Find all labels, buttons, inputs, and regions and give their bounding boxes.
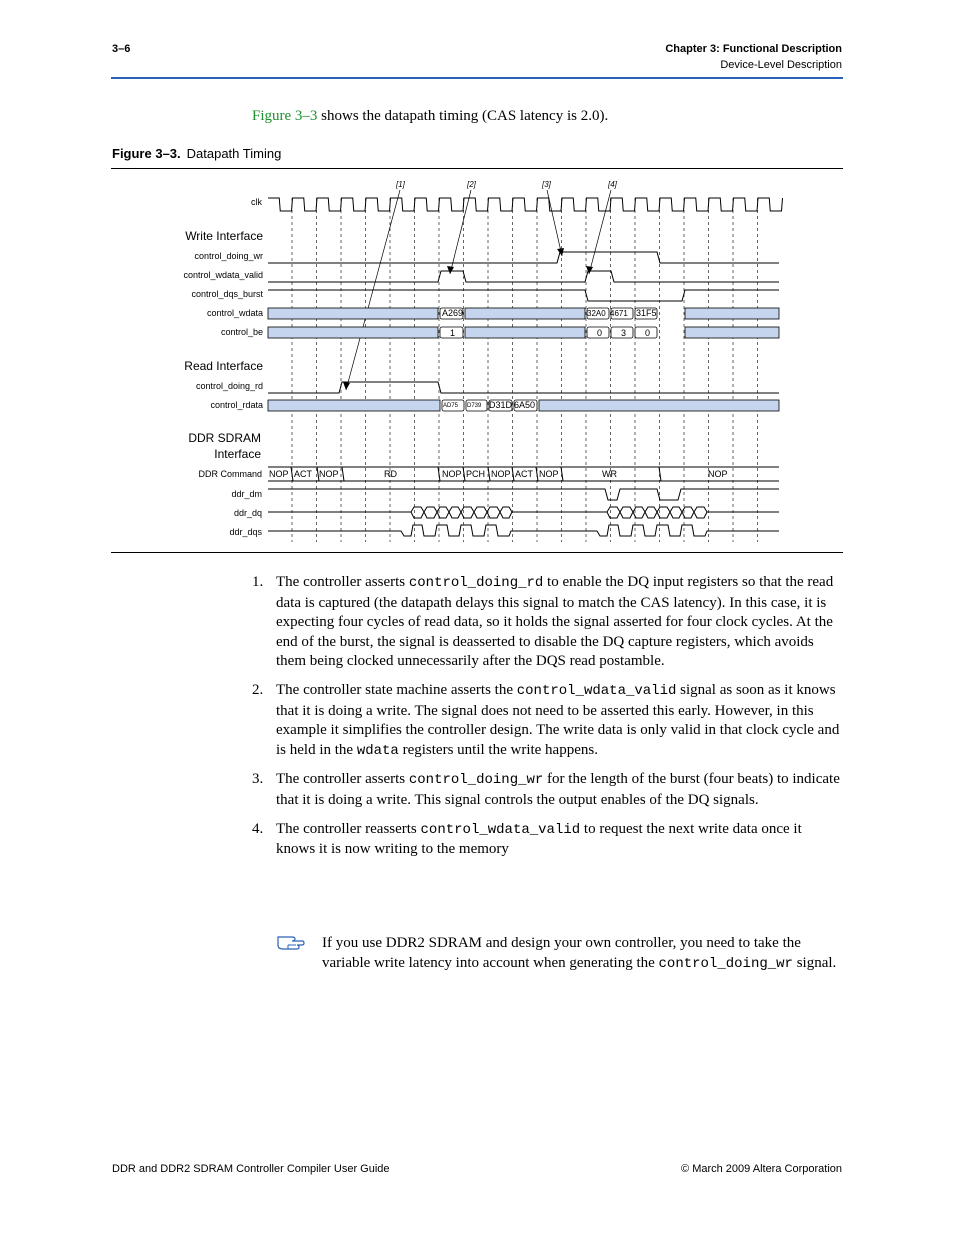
marker-2-pointer: [450, 190, 471, 274]
marker-2-arrowhead: [447, 266, 454, 274]
control-rdata-label: control_rdata: [210, 400, 263, 410]
control-wdata-valid-wave: [268, 271, 779, 282]
ddr-cmd-5: PCH: [466, 469, 486, 479]
rdata-value-3: 6A50: [514, 400, 536, 410]
read-interface-heading: Read Interface: [184, 359, 263, 373]
marker-4: [4]: [608, 180, 617, 189]
ddr-cmd-6: NOP: [491, 469, 511, 479]
pointing-hand-icon: [277, 934, 305, 952]
clk-label: clk: [251, 197, 262, 207]
ddr-cmd-0: NOP: [269, 469, 289, 479]
marker-2: [2]: [467, 180, 476, 189]
rdata-value-2: D31D: [489, 400, 513, 410]
ddr-cmd-8: NOP: [539, 469, 559, 479]
control-wdata-bus: [268, 308, 779, 319]
step-item: 3. The controller asserts control_doing_wr for the length of the burst (four beats) to indicate that it is doing a write. This signal controls the output enables of the DQ signals.: [252, 771, 840, 808]
figure-caption: [112, 146, 281, 161]
figure-xref-link[interactable]: Figure 3–3: [252, 108, 318, 124]
figure-bottom-rule: [111, 552, 843, 553]
control-dqs-burst-wave: [268, 290, 779, 301]
be-value-0: 1: [450, 328, 456, 338]
step-item: 2. The controller state machine asserts the control_wdata_valid signal as soon as it knows that it is doing a write. The signal does not need to be asserted this early. However, in this example it simplifies the controller design. The write data is only valid in that clock cycle and is held in the wdata registers until the write happens.: [252, 681, 840, 759]
wdata-value-0: A269: [442, 308, 464, 318]
step-item: 1. The controller asserts control_doing_rd to enable the DQ input registers so that the read data is captured (the datapath delays this signal to match the CAS latency). In this case, it is expecting four cycles of read data, so it holds the signal asserted for four clock cycles. At the end of the burst, the signal is deasserted to disable the DQ capture registers, which avoids them being clocked unnecessarily after the DQS read postamble.: [252, 574, 834, 670]
control-wdata-valid-label: control_wdata_valid: [183, 270, 263, 280]
marker-3: [3]: [542, 180, 551, 189]
figure-label: Figure 3–3.: [112, 146, 181, 161]
control-dqs-burst-label: control_dqs_burst: [191, 289, 263, 299]
control-doing-rd-label: control_doing_rd: [195, 381, 263, 391]
page-number: 3–6: [112, 43, 131, 55]
ddr-cmd-9: WR: [602, 469, 617, 479]
rdata-value-0: AD75: [443, 403, 459, 409]
ddr-cmd-3: RD: [384, 469, 397, 479]
wdata-value-1: 32A0: [587, 309, 606, 318]
control-doing-wr-label: control_doing_wr: [194, 251, 263, 261]
ddr-dqs-label: ddr_dqs: [229, 527, 262, 537]
be-value-1: 0: [597, 328, 603, 338]
ddr-cmd-2: NOP: [319, 469, 339, 479]
ddr-dq-wave: [268, 507, 779, 518]
ddr-dq-label: ddr_dq: [233, 508, 262, 518]
be-value-2: 3: [621, 328, 627, 338]
step-item: 4. The controller reasserts control_wdata_valid to request the next write data once it knows it is now writing to the memory: [252, 820, 802, 858]
intro-text: shows the datapath timing (CAS latency is 2.0).: [317, 108, 609, 124]
timing-gridlines: [292, 198, 758, 542]
chapter-title: Chapter 3: Functional Description: [665, 43, 842, 55]
steps-list: [248, 573, 844, 869]
ddr-dm-label: ddr_dm: [231, 489, 262, 499]
section-title: Device-Level Description: [720, 59, 842, 71]
ddr-dqs-wave: [268, 525, 779, 536]
marker-1: [1]: [396, 180, 405, 189]
ddr-cmd-10: NOP: [708, 469, 728, 479]
wdata-value-3: 31F5: [636, 308, 657, 318]
control-wdata-label: control_wdata: [206, 308, 263, 318]
control-doing-wr-wave: [268, 252, 779, 263]
figure-title: Datapath Timing: [186, 146, 282, 161]
ddr-sdram-heading-2: Interface: [214, 447, 261, 461]
rdata-value-1: D739: [467, 403, 482, 409]
ddr-cmd-4: NOP: [442, 469, 462, 479]
control-be-label: control_be: [220, 327, 263, 337]
ddr-command-label: DDR Command: [198, 469, 262, 479]
ddr-cmd-7: ACT: [515, 469, 533, 479]
marker-1-arrowhead: [343, 382, 350, 390]
be-value-3: 0: [645, 328, 651, 338]
clk-waveform: [268, 198, 783, 211]
ddr-dm-wave: [268, 489, 779, 500]
write-interface-heading: Write Interface: [185, 229, 263, 243]
intro-paragraph: [252, 108, 608, 125]
control-be-bus: [268, 327, 779, 338]
ddr-cmd-1: ACT: [294, 469, 312, 479]
footer-doc-title: DDR and DDR2 SDRAM Controller Compiler User Guide: [112, 1163, 390, 1175]
figure-top-rule: [111, 168, 843, 169]
footer-copyright: © March 2009 Altera Corporation: [681, 1163, 842, 1175]
marker-4-pointer: [589, 190, 611, 274]
header-rule: [111, 77, 843, 79]
timing-diagram: [111, 170, 843, 550]
wdata-value-2: 4671: [610, 309, 628, 318]
note-paragraph: If you use DDR2 SDRAM and design your own controller, you need to take the variable write latency into account when generating the control_doing_wr signal.: [322, 935, 837, 972]
ddr-sdram-heading-1: DDR SDRAM: [188, 431, 261, 445]
